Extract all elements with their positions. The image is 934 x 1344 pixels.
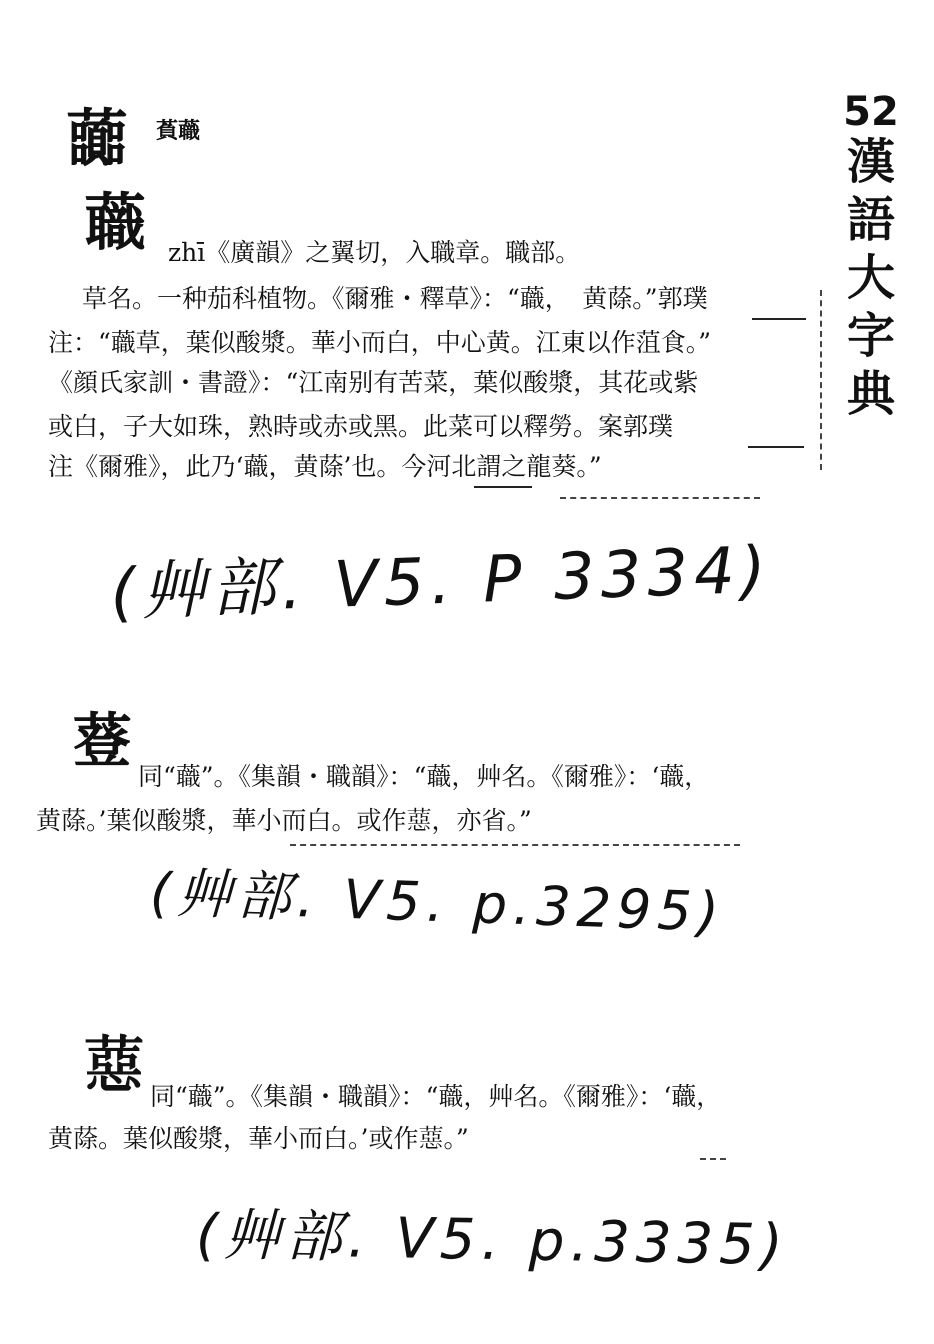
entry2-handwritten-note: (艸部. V5. p.3295) bbox=[148, 860, 726, 945]
side-char-2: 語 bbox=[846, 192, 895, 248]
underline-guo-pu-1 bbox=[752, 318, 806, 320]
entry2-dash bbox=[290, 844, 740, 846]
entry1-line5: 或白，子大如珠，熟時或赤或黑。此菜可以釋勞。案郭璞 bbox=[48, 412, 674, 441]
entry3-line2: 黄蒢。葉似酸漿，華小而白。’或作𦼇。” bbox=[48, 1124, 469, 1153]
entry1-line4: 《顔氏家訓・書證》：“江南别有苦菜，葉似酸漿，其花或紫 bbox=[48, 368, 699, 397]
side-char-5: 典 bbox=[846, 366, 895, 422]
entry1-handwritten-note: (艸部. V5. P 3334) bbox=[109, 533, 773, 631]
header-headword: 虈 bbox=[66, 102, 127, 175]
entry3-handwritten-note: (艸部. V5. p.3335) bbox=[195, 1202, 790, 1279]
entry2-line2: 黄蒢。’葉似酸漿，華小而白。或作𦼇，亦省。” bbox=[36, 806, 532, 835]
underline-hebei bbox=[474, 486, 532, 488]
entry1-line1: zhī《廣韻》之翼切，入職章。職部。 bbox=[168, 238, 581, 267]
entry1-line6: 注《爾雅》，此乃‘蘵，黄蒢’也。今河北謂之龍葵。” bbox=[48, 452, 602, 481]
entry2-headword: 䔲 bbox=[72, 707, 132, 777]
entry3-dash bbox=[700, 1158, 726, 1160]
entry1-headword: 蘵 bbox=[84, 186, 145, 259]
entry1-dash bbox=[560, 497, 760, 499]
side-char-3: 大 bbox=[846, 250, 895, 306]
underline-guo-pu-2 bbox=[748, 446, 804, 448]
side-divider bbox=[820, 290, 822, 470]
side-char-1: 漢 bbox=[846, 134, 895, 190]
side-char-4: 字 bbox=[846, 308, 895, 364]
entry1-line2: 草名。一种茄科植物。《爾雅・釋草》：“蘵， 黄蒢。”郭璞 bbox=[82, 284, 708, 313]
side-title bbox=[832, 89, 910, 422]
entry2-line1: 同“蘵”。《集韻・職韻》：“蘵，艸名。《爾雅》：‘蘵， bbox=[138, 762, 710, 791]
entry3-headword: 𦼇 bbox=[84, 1031, 144, 1101]
entry3-line1: 同“蘵”。《集韻・職韻》：“蘵，艸名。《爾雅》：‘蘵， bbox=[150, 1082, 722, 1111]
page-number: 52 bbox=[843, 89, 899, 135]
entry1-line3: 注：“蘵草，葉似酸漿。華小而白，中心黄。江東以作菹食。” bbox=[48, 328, 712, 357]
header-pair: 萯蘵 bbox=[156, 118, 201, 144]
